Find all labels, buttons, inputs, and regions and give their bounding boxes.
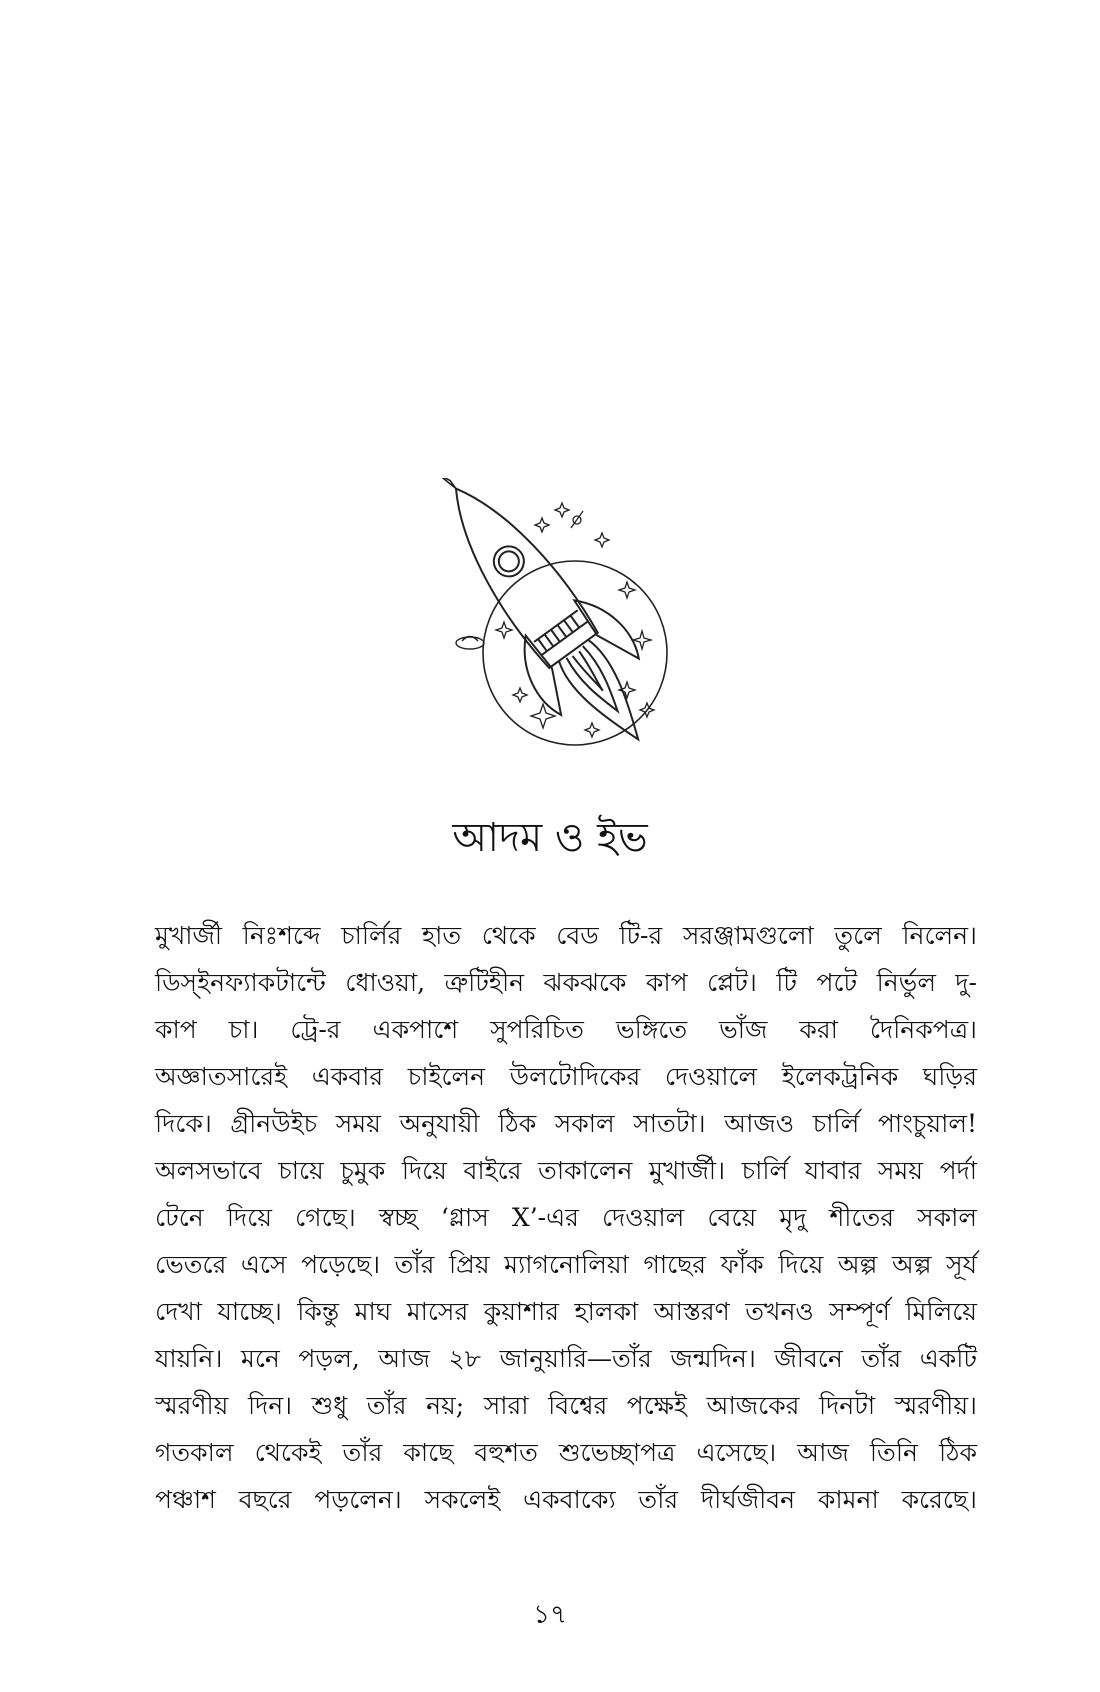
body-line: মুখার্জী নিঃশব্দে চার্লির হাত থেকে বেড টি-র সরঞ্জামগুলো তুলে নিলেন। [155, 921, 977, 950]
body-line: গতকাল থেকেই তাঁর কাছে বহুশত শুভেচ্ছাপত্র এসেছে। আজ তিনি ঠিক [155, 1438, 977, 1467]
body-line: অজ্ঞাতসারেই একবার চাইলেন উলটোদিকের দেওয়ালে ইলেকট্রনিক ঘড়ির [155, 1062, 977, 1091]
body-line: যায়নি। মনে পড়ল, আজ ২৮ জানুয়ারি—তাঁর জন্মদিন। জীবনে তাঁর একটি [155, 1344, 977, 1373]
body-line: ডিস্‌ইনফ্যাকটান্টে ধোওয়া, ত্রুটিহীন ঝকঝকে কাপ প্লেট। টি পটে নির্ভুল দু- [155, 968, 977, 997]
body-line: দেখা যাচ্ছে। কিন্তু মাঘ মাসের কুয়াশার হালকা আস্তরণ তখনও সম্পূর্ণ মিলিয়ে [155, 1297, 977, 1326]
chapter-title: আদম ও ইভ [452, 815, 648, 861]
body-line: কাপ চা। ট্রে-র একপাশে সুপরিচিত ভঙ্গিতে ভাঁজ করা দৈনিকপত্র। [155, 1015, 977, 1044]
body-line: টেনে দিয়ে গেছে। স্বচ্ছ ‘গ্লাস X’-এর দেওয়াল বেয়ে মৃদু শীতের সকাল [155, 1203, 977, 1232]
body-line: দিকে। গ্রীনউইচ সময় অনুযায়ী ঠিক সকাল সাতটা। আজও চার্লি পাংচুয়াল! [155, 1109, 977, 1138]
rocket-illustration-icon [440, 478, 680, 768]
body-text [155, 912, 977, 1523]
body-line: অলসভাবে চায়ে চুমুক দিয়ে বাইরে তাকালেন মুখার্জী। চার্লি যাবার সময় পর্দা [155, 1156, 977, 1185]
page-number: ১৭ [533, 1600, 567, 1630]
body-line: স্মরণীয় দিন। শুধু তাঁর নয়; সারা বিশ্বের পক্ষেই আজকের দিনটা স্মরণীয়। [155, 1391, 977, 1420]
body-line: পঞ্চাশ বছরে পড়লেন। সকলেই একবাক্যে তাঁর দীর্ঘজীবন কামনা করেছে। [155, 1485, 977, 1514]
body-line: ভেতরে এসে পড়েছে। তাঁর প্রিয় ম্যাগনোলিয়া গাছের ফাঁক দিয়ে অল্প অল্প সূর্য [155, 1250, 977, 1279]
